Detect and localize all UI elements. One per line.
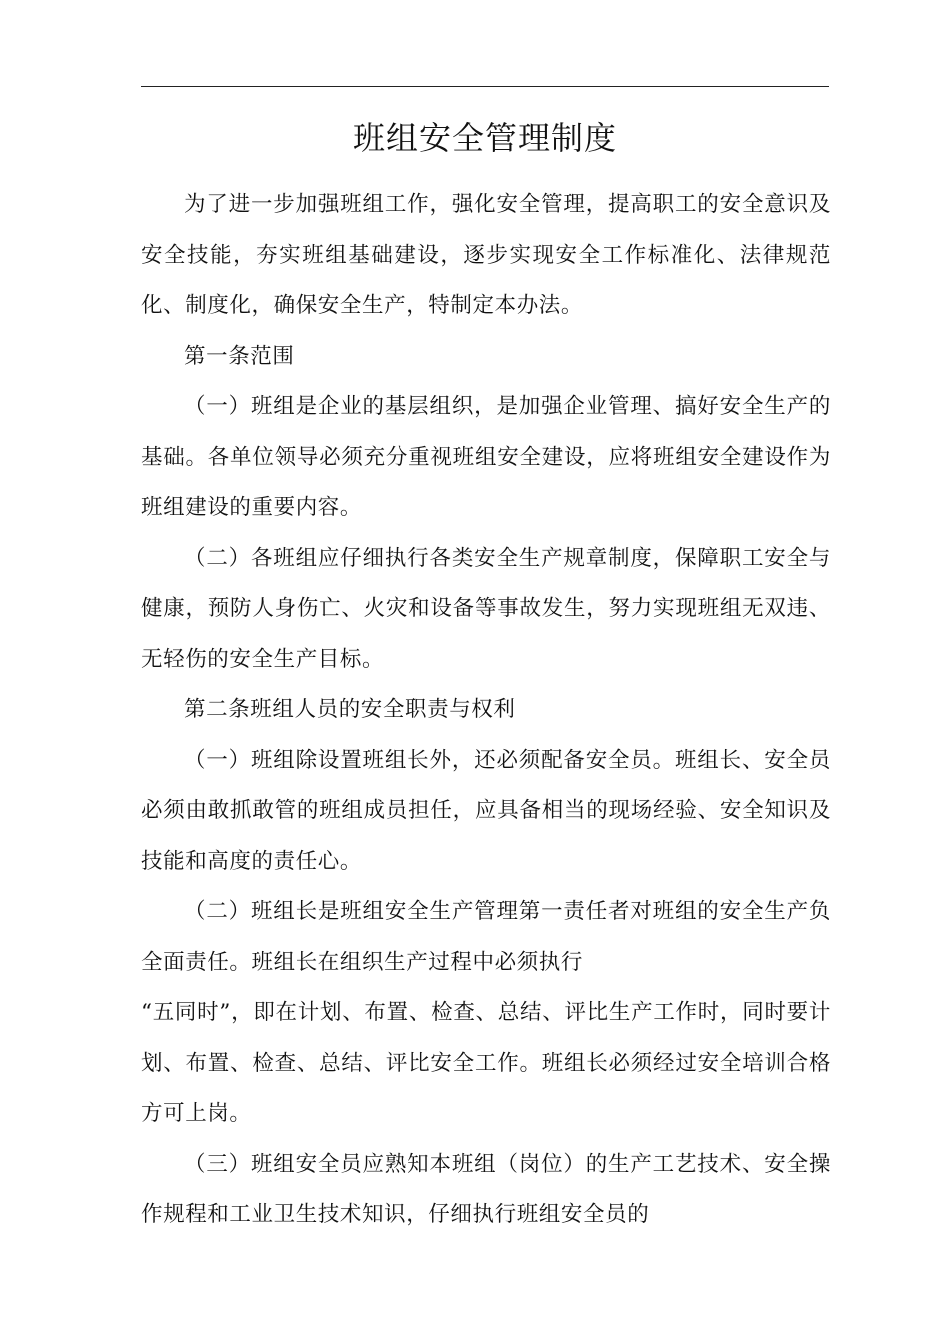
paragraph-2-2-continued: “五同时”，即在计划、布置、检查、总结、评比生产工作时，同时要计划、布置、检查、总结、评比安全工作。班组长必须经过安全培训合格方可上岗。 bbox=[141, 1000, 831, 1126]
section-heading-2: 第二条班组人员的安全职责与权利 bbox=[184, 697, 516, 722]
document-title: 班组安全管理制度 bbox=[352, 119, 617, 157]
paragraph-2-3: （三）班组安全员应熟知本班组（岗位）的生产工艺技术、安全操作规程和工业卫生技术知识，仔细执行班组安全员的 bbox=[141, 1151, 831, 1227]
section-heading-1: 第一条范围 bbox=[184, 343, 295, 369]
paragraph-1-2: （二）各班组应仔细执行各类安全生产规章制度，保障职工安全与健康，预防人身伤亡、火灾和设备等事故发生，努力实现班组无双违、无轻伤的安全生产目标。 bbox=[141, 545, 831, 672]
paragraph-2-1: （一）班组除设置班组长外，还必须配备安全员。班组长、安全员必须由敢抓敢管的班组成员担任，应具备相当的现场经验、安全知识及技能和高度的责任心。 bbox=[141, 747, 831, 874]
paragraph-2-2: （二）班组长是班组安全生产管理第一责任者对班组的安全生产负全面责任。班组长在组织生产过程中必须执行 bbox=[141, 899, 831, 975]
document-body bbox=[141, 180, 831, 1241]
paragraph-1-1: （一）班组是企业的基层组织，是加强企业管理、搞好安全生产的基础。各单位领导必须充分重视班组安全建设，应将班组安全建设作为班组建设的重要内容。 bbox=[141, 394, 831, 520]
header-rule bbox=[141, 86, 829, 87]
paragraph-intro: 为了进一步加强班组工作，强化安全管理，提高职工的安全意识及安全技能，夯实班组基础建设，逐步实现安全工作标准化、法律规范化、制度化，确保安全生产，特制定本办法。 bbox=[141, 192, 831, 318]
